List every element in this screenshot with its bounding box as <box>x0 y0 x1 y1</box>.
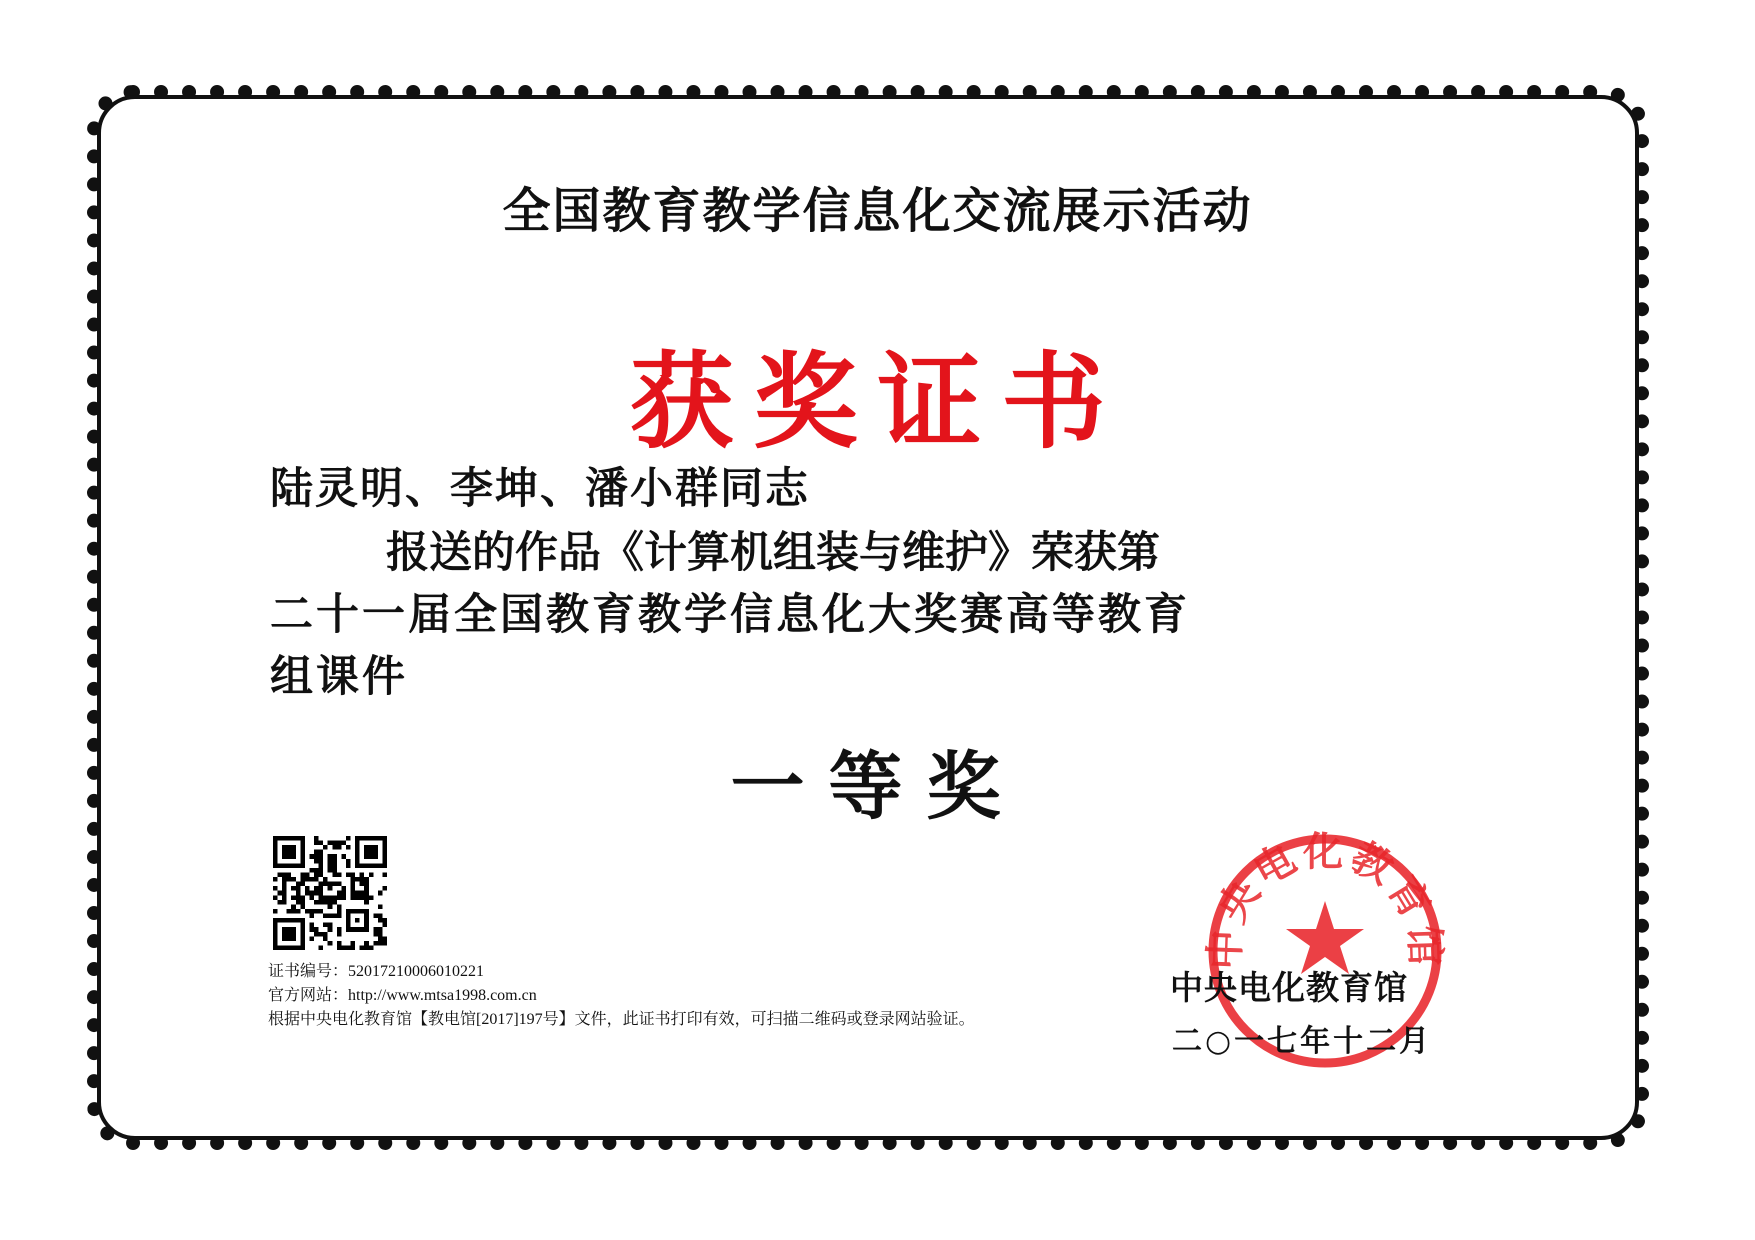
qr-code-icon[interactable] <box>273 836 387 950</box>
certificate-number: 证书编号：52017210006010221 <box>268 963 485 980</box>
svg-text:中央电化教育馆: 中央电化教育馆 <box>1201 828 1449 971</box>
event-title: 全国教育教学信息化交流展示活动 <box>502 183 1253 239</box>
award-statement-line-2: 二十一届全国教育教学信息化大奖赛高等教育 <box>270 590 1190 640</box>
award-level: 一等奖 <box>730 744 1025 830</box>
verification-note: 根据中央电化教育馆【教电馆[2017]197号】文件，此证书打印有效，可扫描二维码或登录网站验证。 <box>268 1011 975 1028</box>
award-statement-line-3: 组课件 <box>270 652 408 702</box>
official-website[interactable]: 官方网站：http://www.mtsa1998.com.cn <box>268 987 537 1004</box>
award-statement-line-1: 报送的作品《计算机组装与维护》荣获第 <box>386 528 1160 578</box>
certificate-title: 获奖证书 <box>629 340 1126 463</box>
issuing-authority: 中央电化教育馆 <box>1170 968 1408 1007</box>
recipients: 陆灵明、李坤、潘小群同志 <box>270 464 810 514</box>
issue-date: 二○一七年十二月 <box>1172 1024 1433 1059</box>
